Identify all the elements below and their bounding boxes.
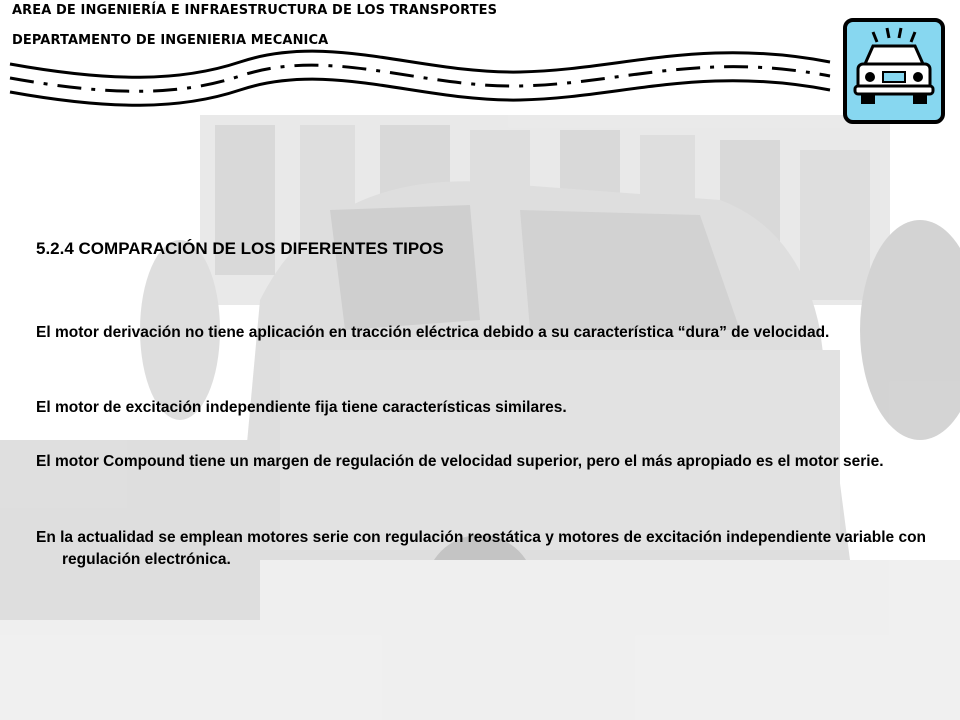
- header-department-area: AREA DE INGENIERÍA E INFRAESTRUCTURA DE LOS TRANSPORTES: [12, 3, 498, 18]
- paragraph: [36, 397, 926, 419]
- header-department-name: DEPARTAMENTO DE INGENIERIA MECANICA: [12, 33, 329, 48]
- road-decoration: [0, 40, 840, 120]
- paragraph: [36, 451, 926, 473]
- paragraph-text: En la actualidad se emplean motores serie con regulación reostática y motores de excitación independiente variable con regulación electrónica.: [36, 529, 926, 568]
- paragraph: [36, 322, 926, 344]
- car-icon: [843, 18, 945, 124]
- paragraph: [36, 527, 926, 571]
- paragraph-text: El motor de excitación independiente fija tiene características similares.: [36, 399, 567, 416]
- paragraph-text: El motor Compound tiene un margen de regulación de velocidad superior, pero el más apropiado es el motor serie.: [36, 453, 884, 470]
- section-title: 5.2.4 COMPARACIÓN DE LOS DIFERENTES TIPOS: [36, 239, 444, 258]
- paragraph-text: El motor derivación no tiene aplicación en tracción eléctrica debido a su característica “dura” de velocidad.: [36, 324, 830, 341]
